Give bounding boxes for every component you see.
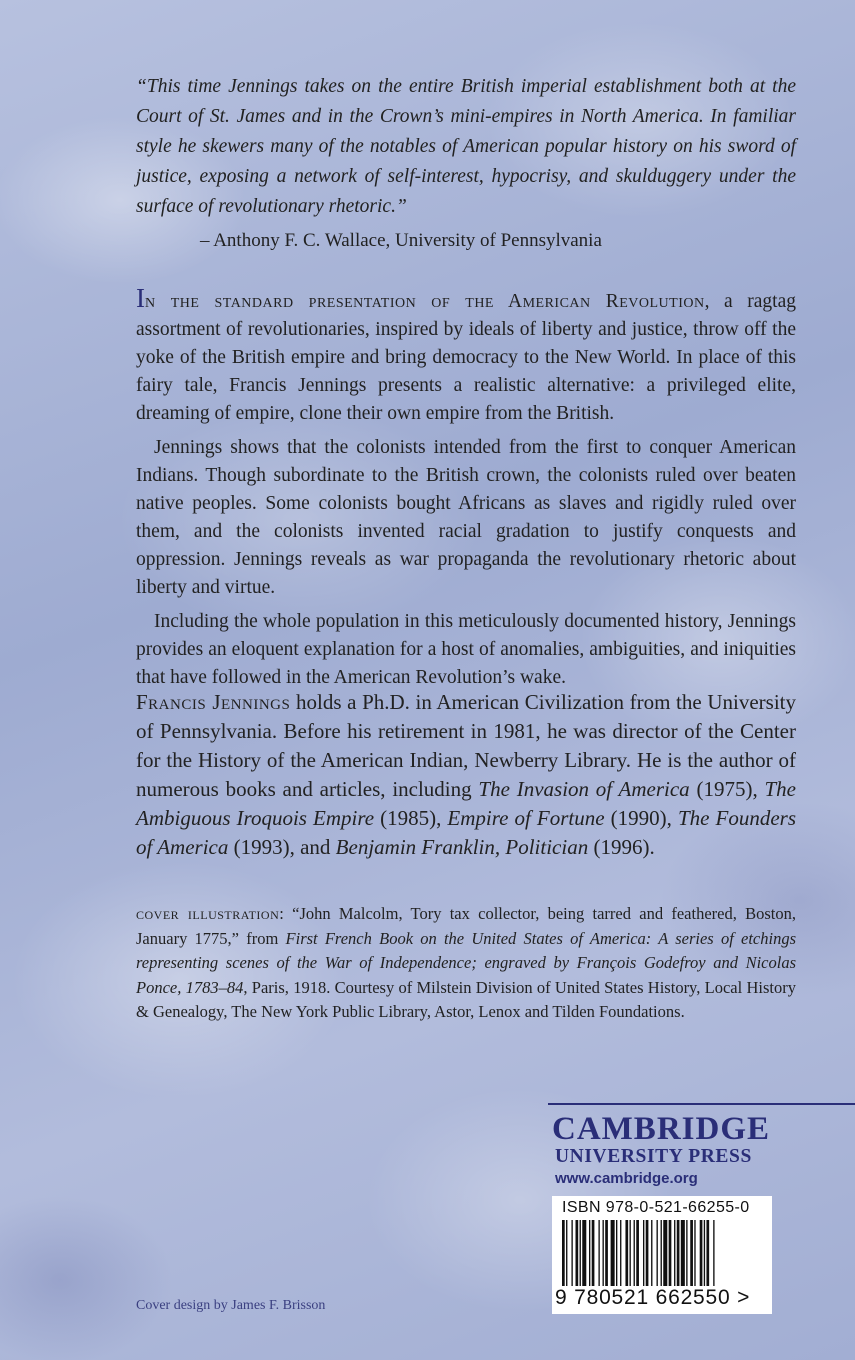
barcode-bar [651,1220,652,1286]
cover-illustration-text: : “John Malcolm, Tory tax collector, being tarred and feathered, Boston, January 1775,” from [136,904,796,948]
publisher-name: CAMBRIDGE [552,1111,771,1147]
barcode-bar [620,1220,621,1286]
barcode-bar [669,1220,672,1286]
endorsement-quote: “This time Jennings takes on the entire British imperial establishment both at the Court of St. James and in the Crown’s mini-empires in North America. In familiar style he skewers many of the notables of American popular history on his sword of justice, exposing a network of self-interest, hypocrisy, and skulduggery under the surface of revolutionary rhetoric.” [136,76,796,217]
barcode-bar [603,1220,604,1286]
barcode-bar [566,1220,567,1286]
bio-text: (1985), [374,806,448,830]
cover-illustration-label: cover illustration [136,904,280,923]
bio-text: (1975), [689,777,765,801]
publisher-rule [548,1103,855,1105]
barcode-bar [643,1220,644,1286]
description-paragraph-1 [136,284,796,428]
book-title: The Invasion of America [478,777,690,801]
barcode-digits: 9 780521 662550 > [555,1286,751,1309]
cover-illustration-text: , Paris, 1918. Courtesy of Milstein Division of United States History, Local History & Genealogy, The New York Public Library, Astor, Lenox and Tilden Foundations. [136,977,796,1021]
description-paragraph-3: Including the whole population in this meticulously documented history, Jennings provides an eloquent explanation for a host of anomalies, ambiguities, and iniquities that have followed in the American Revolution’s wake. [136,611,796,688]
author-name: Francis Jennings [136,690,291,714]
book-description [136,284,796,698]
cover-design-credit: Cover design by James F. Brisson [136,1298,326,1313]
barcode-bar [598,1220,599,1286]
barcode-bars [556,1220,760,1286]
bio-text: (1990), [604,806,678,830]
barcode-bar [562,1220,565,1286]
author-bio [136,688,796,862]
barcode-bar [605,1220,608,1286]
isbn-barcode [552,1196,772,1314]
barcode-bar [580,1220,581,1286]
source-title: First French Book on the United States of America: A series of etchings representing scenes of the War of Independence; engraved by François Godefroy and Nicolas Ponce, 1783–84 [136,928,796,997]
barcode-bar [674,1220,675,1286]
barcode-bar [646,1220,649,1286]
cover-illustration-credit [136,902,796,1025]
barcode-bar [690,1220,693,1286]
barcode-bar [700,1220,703,1286]
barcode-bar [681,1220,685,1286]
paragraph-1-text: , a ragtag assortment of revolutionaries, inspired by ideals of liberty and justice, throw off the yoke of the British empire and bring democracy to the New World. In place of this fairy tale, Francis Jennings presents a realistic alternative: a privileged elite, dreaming of empire, clone their own empire from the British. [136,291,796,424]
lead-in-smallcaps: n the standard presentation of the American Revolution [145,291,705,312]
publisher-subname: UNIVERSITY PRESS [555,1146,752,1167]
bio-text: (1993), and [228,835,336,859]
barcode-bar [677,1220,680,1286]
bio-text: (1996). [588,835,655,859]
barcode-bar [634,1220,635,1286]
barcode-bar [625,1220,628,1286]
book-title: The Founders of America [136,806,796,859]
book-title: The Ambiguous Iroquois Empire [136,777,796,830]
barcode-bar [706,1220,709,1286]
description-paragraph-2: Jennings shows that the colonists intended from the first to conquer American Indians. Though subordinate to the British crown, the colonists ruled over beaten native peoples. Some colonists bought Africans as slaves and rigidly ruled over them, and the colonists invented racial gradation to justify conquests and oppression. Jennings reveals as war propaganda the revolutionary rhetoric about liberty and virtue. [136,437,796,598]
barcode-bar [576,1220,579,1286]
barcode-bar [661,1220,662,1286]
isbn-label: ISBN 978-0-521-66255-0 [562,1199,750,1216]
barcode-bar [589,1220,590,1286]
quote-attribution: – Anthony F. C. Wallace, University of Pennsylvania [200,230,602,251]
publisher-url: www.cambridge.org [555,1170,698,1187]
book-title: Empire of Fortune [447,806,605,830]
barcode-bar [694,1220,695,1286]
barcode-bar [616,1220,617,1286]
barcode-bar [657,1220,658,1286]
barcode-bar [582,1220,586,1286]
barcode-bar [636,1220,639,1286]
barcode-bar [571,1220,572,1286]
barcode-bar [686,1220,687,1286]
barcode-bar [611,1220,615,1286]
barcode-bar [592,1220,595,1286]
barcode-bar [713,1220,714,1286]
bio-text: holds a Ph.D. in American Civilization from the University of Pennsylvania. Before his retirement in 1981, he was director of the Center for the History of the American Indian, Newberry Library. He is the author of numerous books and articles, including [136,690,796,801]
book-title: Benjamin Franklin, Politician [335,835,589,859]
barcode-bar [663,1220,667,1286]
barcode-bar [704,1220,705,1286]
barcode-bar [630,1220,631,1286]
drop-initial: I [136,283,145,313]
